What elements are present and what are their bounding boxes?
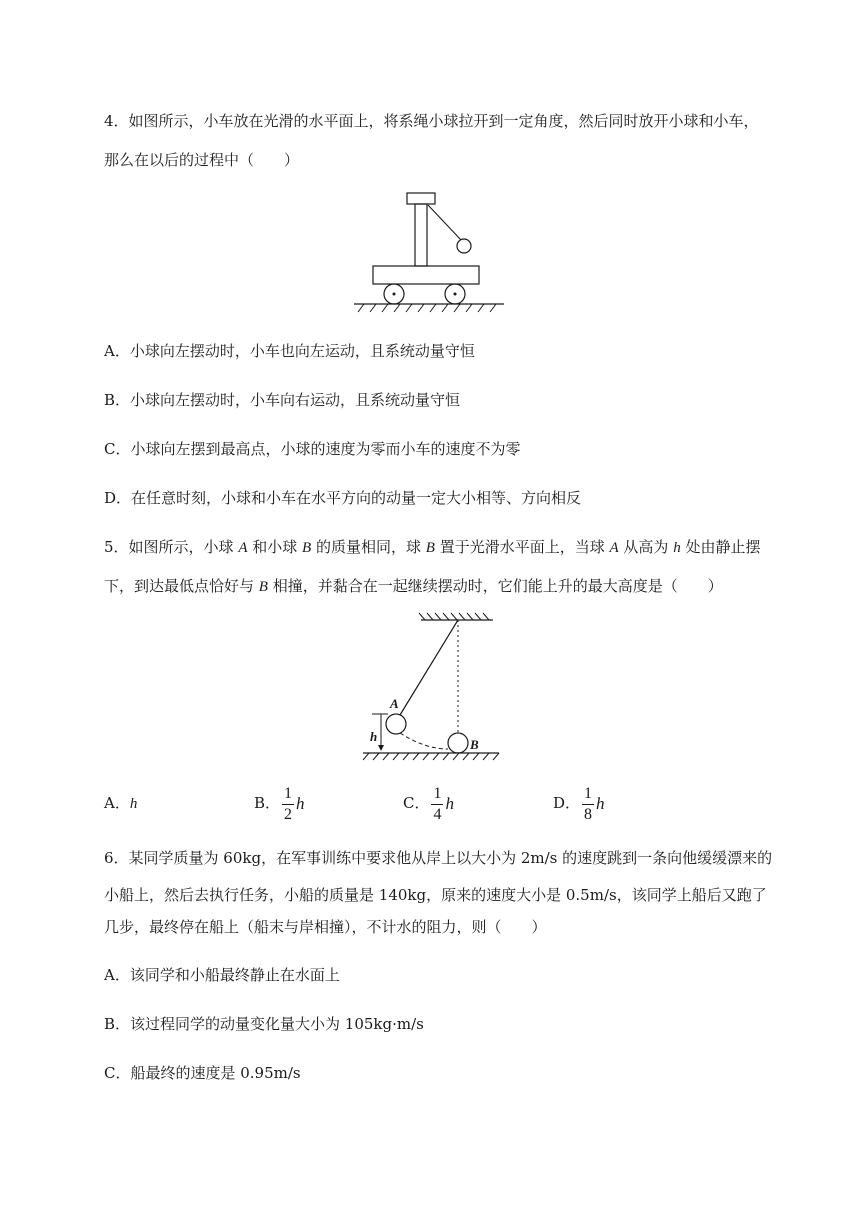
q4-option-a: A．小球向左摆动时，小车也向左运动，且系统动量守恒 — [104, 342, 475, 360]
q5-stem-line2: 下，到达最低点恰好与 B 相撞，并黏合在一起继续摆动时，它们能上升的最大高度是（ ） — [104, 577, 723, 595]
q4-stem-line2: 那么在以后的过程中（ ） — [104, 151, 300, 169]
q6-stem-line1: 6．某同学质量为 60kg，在军事训练中要求他从岸上以大小为 2m/s 的速度跳到一条向他缓缓漂来的 — [104, 849, 773, 867]
q4-option-b: B．小球向左摆动时，小车向右运动，且系统动量守恒 — [104, 391, 461, 409]
q6-stem-line2: 小船上，然后去执行任务，小船的质量是 140kg，原来的速度大小是 0.5m/s，该同学上船后又跑了 — [104, 886, 767, 904]
q4-option-c: C．小球向左摆到最高点，小球的速度为零而小车的速度不为零 — [104, 440, 521, 458]
pendulum-collision-figure — [355, 612, 505, 762]
q5-option-d: D． $\frac{1}{8}$ h — [553, 784, 605, 823]
q5-option-b: B． $\frac{1}{2}$ h — [254, 784, 305, 823]
figure-label-b: B — [470, 737, 479, 752]
cart-pendulum-figure — [350, 185, 510, 315]
q4-stem-line1: 4．如图所示，小车放在光滑的水平面上，将系绳小球拉开到一定角度，然后同时放开小球和小车， — [104, 112, 759, 130]
q6-stem-line3: 几步，最终停在船上（船末与岸相撞），不计水的阻力，则（ ） — [104, 918, 547, 936]
q6-option-a: A．该同学和小船最终静止在水面上 — [104, 966, 340, 984]
q5-option-a: A．h — [104, 794, 138, 812]
q6-option-b: B．该过程同学的动量变化量大小为 105kg·m/s — [104, 1015, 424, 1033]
figure-label-a: A — [390, 696, 399, 711]
q6-option-c: C．船最终的速度是 0.95m/s — [104, 1064, 301, 1082]
q5-stem-line1: 5．如图所示，小球 A 和小球 B 的质量相同，球 B 置于光滑水平面上，当球 A 从高为 h 处由静止摆 — [104, 538, 761, 556]
q4-option-d: D．在任意时刻，小球和小车在水平方向的动量一定大小相等、方向相反 — [104, 489, 582, 507]
figure-label-h: h — [370, 729, 378, 744]
q5-option-c: C． $\frac{1}{4}$ h — [403, 784, 454, 823]
